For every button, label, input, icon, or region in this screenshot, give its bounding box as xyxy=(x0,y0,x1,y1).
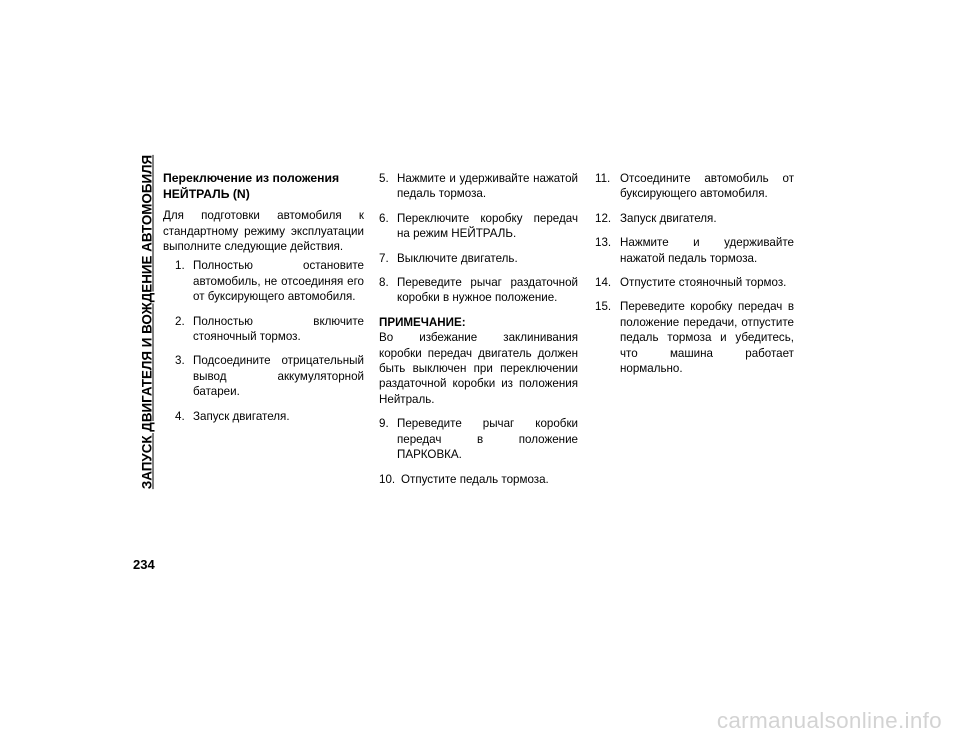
step-number: 3. xyxy=(175,354,185,368)
list-item: 10. Отпустите педаль тормоза. xyxy=(379,472,578,487)
step-number: 1. xyxy=(175,259,185,273)
column-3 xyxy=(595,171,794,385)
step-number: 2. xyxy=(175,314,185,328)
step-number: 13. xyxy=(595,236,612,250)
step-number: 12. xyxy=(595,211,612,225)
step-text: Запуск двигателя. xyxy=(620,211,717,225)
heading-line-1: Переключение из положения xyxy=(163,171,340,185)
list-item xyxy=(163,314,364,345)
step-text: Отпустите педаль тормоза. xyxy=(401,472,549,486)
list-item xyxy=(379,211,578,242)
list-item xyxy=(595,235,794,266)
step-text: Отпустите стояночный тормоз. xyxy=(620,276,787,290)
list-item xyxy=(379,171,578,202)
heading-line-2: НЕЙТРАЛЬ (N) xyxy=(163,186,250,201)
section-side-tab xyxy=(139,154,155,490)
step-number: 5. xyxy=(379,172,389,185)
section-title-vertical: ЗАПУСК ДВИГАТЕЛЯ И ВОЖДЕНИЕ АВТОМОБИЛЯ xyxy=(139,154,155,490)
step-text: Нажмите и удерживайте нажатой педаль тормоза. xyxy=(397,172,578,201)
step-number: 15. xyxy=(595,300,612,314)
list-item xyxy=(379,416,578,462)
list-item xyxy=(379,251,578,266)
list-item xyxy=(163,353,364,399)
step-number: 8. xyxy=(379,276,389,290)
list-item xyxy=(595,211,794,226)
list-item xyxy=(595,275,794,290)
step-number: 9. xyxy=(379,417,389,431)
intro-paragraph: Для подготовки автомобиля к стандартному режиму эксплуатации выполните следующие действия. xyxy=(163,209,364,253)
step-text: Переведите рычаг раздаточной коробки в нужное положение. xyxy=(397,276,578,305)
note-title: ПРИМЕЧАНИЕ: xyxy=(379,315,466,329)
step-text: Выключите двигатель. xyxy=(397,251,518,265)
step-number: 4. xyxy=(175,409,185,423)
column-2 xyxy=(379,171,578,496)
step-text: Полностью включите стояночный тормоз. xyxy=(193,314,364,344)
section-heading xyxy=(163,171,364,202)
step-number: 7. xyxy=(379,251,389,265)
step-text: Нажмите и удерживайте нажатой педаль тормоза. xyxy=(620,236,794,265)
step-number: 14. xyxy=(595,276,612,290)
step-text: Запуск двигателя. xyxy=(193,409,290,423)
list-item xyxy=(163,409,364,424)
list-item xyxy=(595,299,794,376)
step-number: 6. xyxy=(379,211,389,225)
step-text: Подсоедините отрицательный вывод аккумуляторной батареи. xyxy=(193,354,364,399)
list-item xyxy=(379,275,578,306)
step-text: Переведите коробку передач в положение передачи, отпустите педаль тормоза и убедитесь, что машина работает нормально. xyxy=(620,300,794,376)
step-text: Переключите коробку передач на режим НЕЙТРАЛЬ. xyxy=(397,211,578,241)
note-text: Во избежание заклинивания коробки передач двигатель должен быть выключен при переключении раздаточной коробки из положения Нейтраль. xyxy=(379,331,578,406)
step-number: 11. xyxy=(595,172,611,185)
column-1 xyxy=(163,171,364,433)
step-text: Переведите рычаг коробки передач в положение ПАРКОВКА. xyxy=(397,417,578,462)
step-text: Полностью остановите автомобиль, не отсоединяя его от буксирующего автомобиля. xyxy=(193,259,364,304)
step-text: Отсоедините автомобиль от буксирующего автомобиля. xyxy=(620,172,794,201)
list-item xyxy=(595,171,794,202)
list-item xyxy=(163,258,364,304)
page-number: 234 xyxy=(133,557,155,572)
watermark: carmanualsonline.info xyxy=(716,708,942,733)
